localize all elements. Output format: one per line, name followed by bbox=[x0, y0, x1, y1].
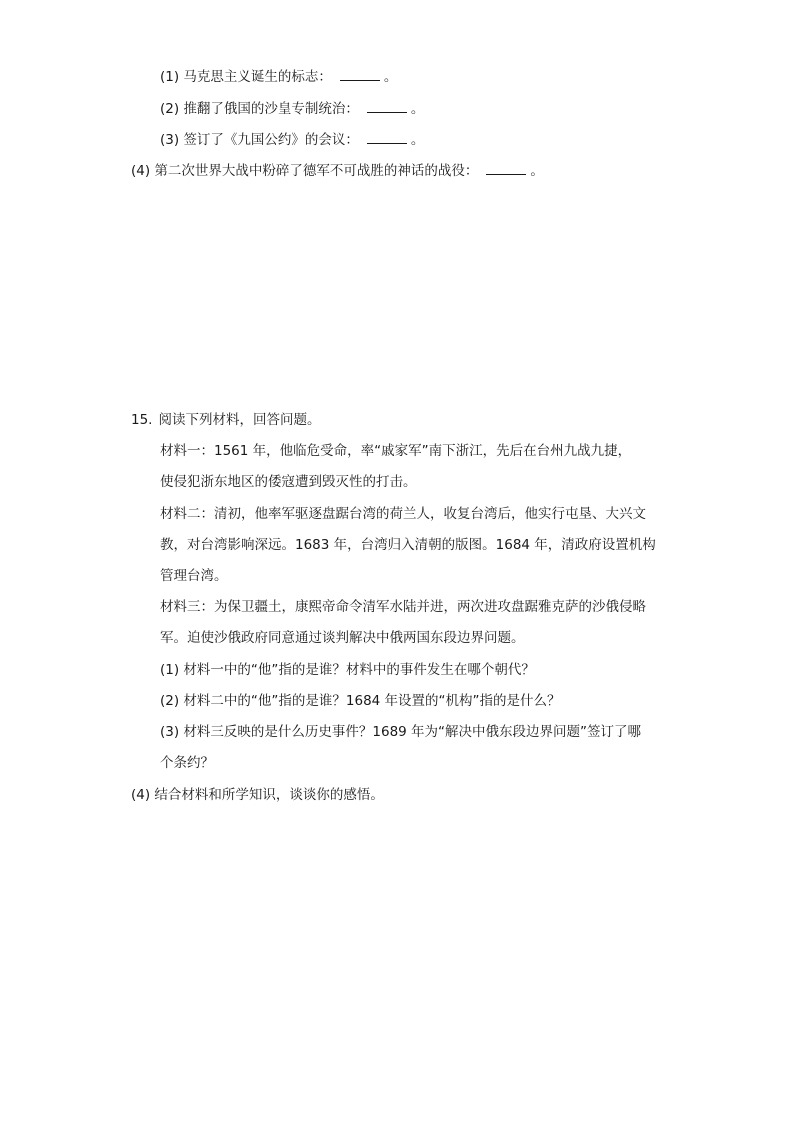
question-number: 15. bbox=[131, 412, 153, 428]
material-2-line-3: 管理台湾。 bbox=[160, 568, 228, 584]
material-1-line-2: 使侵犯浙东地区的倭寇遭到毁灭性的打击。 bbox=[160, 474, 417, 490]
fill-item-label: (4) 第二次世界大战中粉碎了德军不可战胜的神话的战役： bbox=[131, 163, 479, 179]
question-prompt: 阅读下列材料，回答问题。 bbox=[158, 412, 321, 428]
fill-item-4 bbox=[131, 160, 544, 181]
sub-question-1: (1) 材料一中的“他”指的是谁？材料中的事件发生在哪个朝代？ bbox=[160, 662, 535, 678]
material-2-line-1: 材料二：清初，他率军驱逐盘踞台湾的荷兰人，收复台湾后，他实行屯垦、大兴文 bbox=[160, 506, 646, 522]
sub-question-2: (2) 材料二中的“他”指的是谁？1684 年设置的“机构”指的是什么？ bbox=[160, 693, 561, 709]
fill-item-label: (1) 马克思主义诞生的标志： bbox=[160, 69, 332, 85]
answer-blank[interactable] bbox=[340, 66, 380, 81]
material-2-line-2: 教，对台湾影响深远。1683 年，台湾归入清朝的版图。1684 年，清政府设置机构 bbox=[160, 537, 656, 553]
material-3-line-2: 军。迫使沙俄政府同意通过谈判解决中俄两国东段边界问题。 bbox=[160, 630, 525, 646]
sub-question-3-line-2: 个条约？ bbox=[160, 755, 214, 771]
question-15-heading bbox=[131, 410, 320, 430]
fill-item-end: 。 bbox=[410, 132, 425, 148]
fill-item-label: (3) 签订了《九国公约》的会议： bbox=[160, 132, 359, 148]
fill-item-1 bbox=[160, 66, 397, 87]
answer-blank[interactable] bbox=[486, 160, 526, 175]
material-1-line-1: 材料一：1561 年，他临危受命，率“戚家军”南下浙江，先后在台州九战九捷， bbox=[160, 443, 632, 459]
sub-question-3-line-1: (3) 材料三反映的是什么历史事件？1689 年为“解决中俄东段边界问题”签订了哪 bbox=[160, 724, 642, 740]
fill-item-end: 。 bbox=[410, 101, 425, 117]
fill-item-end: 。 bbox=[383, 69, 398, 85]
answer-blank[interactable] bbox=[367, 129, 407, 144]
answer-blank[interactable] bbox=[367, 98, 407, 113]
material-3-line-1: 材料三：为保卫疆土，康熙帝命令清军水陆并进，两次进攻盘踞雅克萨的沙俄侵略 bbox=[160, 599, 646, 615]
fill-item-label: (2) 推翻了俄国的沙皇专制统治： bbox=[160, 101, 359, 117]
fill-item-end: 。 bbox=[530, 163, 544, 179]
sub-question-4: (4) 结合材料和所学知识，谈谈你的感悟。 bbox=[131, 787, 384, 803]
fill-item-3 bbox=[160, 129, 424, 150]
fill-item-2 bbox=[160, 98, 424, 119]
